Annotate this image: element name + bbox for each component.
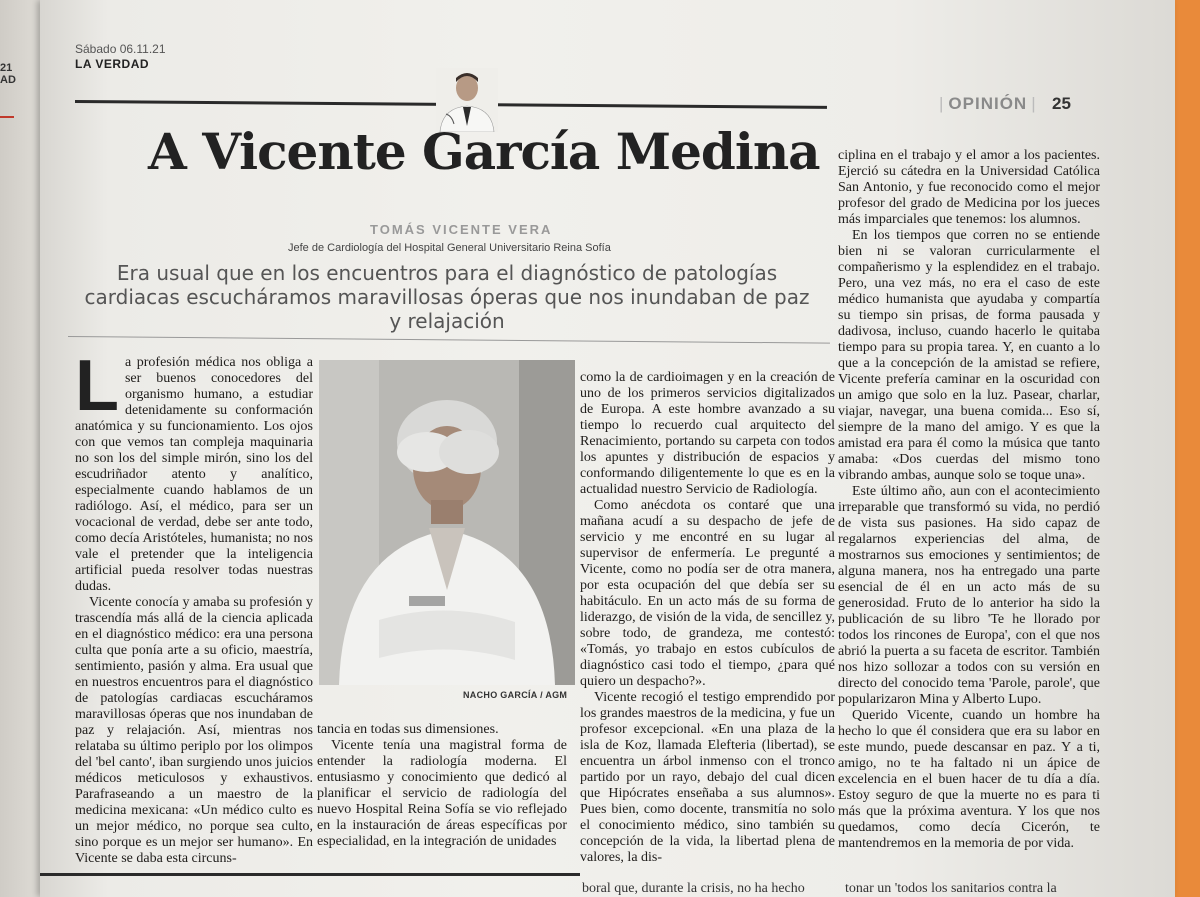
photo-credit: NACHO GARCÍA / AGM xyxy=(463,690,568,700)
article-author: TOMÁS VICENTE VERA xyxy=(370,222,553,237)
article-column-4 xyxy=(838,148,1100,888)
paragraph: Como anécdota os contaré que una mañana acudí a su despacho de jefe de servicio y me encontré en su lugar al supervisor de enfermería. Le pregunté a Vicente, como no podía ser de otra manera, por esta ocupación del que debía ser su habitáculo. En un acto más de su forma de liderazgo, de visión de la vida, de sencillez y, sobre todo, de grandeza, me contestó: «Tomás, yo trabajo en estos cubículos de diagnóstico casi todo el tiempo, ¿para qué quiero un despacho?». xyxy=(580,498,835,689)
paragraph: como la de cardioimagen y en la creación de uno de los primeros servicios digitalizados de Europa. A este hombre avanzado a su tiempo lo recuerdo cual arquitecto del Renacimiento, portando su carpeta con todos los apuntes y distribución de espacios y conformando diligentemente lo que es en la actualidad nuestro Servicio de Radiología. xyxy=(580,370,835,497)
footer-rule xyxy=(40,873,580,876)
paragraph-text: a profesión médica nos obliga a ser buenos conocedores del organismo humano, a estudiar detenidamente su conformación anatómica y su funcionamiento. Los ojos con que vemos tan compleja maquinaria no son los del simple mirón, sino los del escudriñador atento y analítico, especialmente cuando hablamos de un radiólogo. Así, el médico, para ser un vocacional de verdad, debe ser ante todo, como decía Aristóteles, humanista; no nos vale el pretender que la inteligencia artificial pueda resolver todas nuestras dudas. xyxy=(75,355,313,594)
article-column-1 xyxy=(75,346,313,866)
article-photo xyxy=(319,360,575,685)
paragraph: Este último año, aun con el acontecimiento irreparable que transformó su vida, no perdió de vista sus pasiones. Ha sido capaz de regalarnos experiencias del alma, de mostrarnos sus emociones y sentimientos; de alguna manera, nos ha entregado una parte esencial de él en un acto más de su generosidad. Fruto de lo anterior ha sido la publicación de su libro 'Te he llorado por todos los rincones de Europa', con el que nos abrió la puerta a su faceta de escritor. También nos hizo sollozar a todos con su versión en directo del conocido tema 'Parole, parole', que popularizaron Mina y Alberto Lupo. xyxy=(838,484,1100,707)
article-title: A Vicente García Medina xyxy=(148,122,820,181)
paragraph: Vicente conocía y amaba su profesión y trascendía más allá de la ciencia aplicada en el diagnóstico médico: era una persona culta que ponía arte a su oficio, maestría, sentimiento, pasión y alma. Era usual que en nuestros encuentros para el diagnóstico de patologías cardiacas escucháramos maravillosas óperas que nos inundaban de paz y relajación. Así, mientras nos relataba su último periplo por los olimpos del 'bel canto', iban surgiendo unos juicios médicos meticulosos y exhaustivos. Parafraseando a un maestro de la medicina mexicana: «Un médico culto es un mejor médico, no porque sea culto, sino porque es un mejor ser humano». En Vicente se daba esta circuns- xyxy=(75,595,313,866)
section-name: OPINIÓN xyxy=(948,94,1028,113)
adjacent-page-fragment: 21 AD xyxy=(0,62,16,86)
author-role: Jefe de Cardiología del Hospital General Universitario Reina Sofía xyxy=(288,242,611,254)
paragraph: tancia en todas sus dimensiones. xyxy=(317,722,499,737)
paragraph: Querido Vicente, cuando un hombre ha hecho lo que él considera que era su labor en este mundo, puede descansar en paz. Y a ti, amigo, no te ha faltado ni un ápice de excelencia en el buen hacer de tu día a día. Estoy seguro de que la muerte no es para ti más que la próxima aventura. Y los que nos quedamos, como decía Cicerón, te mantendremos en la memoria de por vida. xyxy=(838,708,1100,851)
adjacent-page-red-line xyxy=(0,116,14,118)
newspaper-name: LA VERDAD xyxy=(75,57,150,71)
page-number: 25 xyxy=(1052,94,1071,113)
article-deck: Era usual que en los encuentros para el diagnóstico de patologías cardiacas escucháramos maravillosas óperas que nos inundaban de paz y relajación xyxy=(84,261,810,333)
article-column-3 xyxy=(580,370,835,890)
issue-date: Sábado 06.11.21 xyxy=(75,42,166,56)
paragraph: Vicente tenía una magistral forma de entender la radiología moderna. El entusiasmo y conocimiento que dedicó al planificar el servicio de radiología del nuevo Hospital Reina Sofía se vio reflejado en la instauración de áreas específicas por especialidad, en la integración de unidades xyxy=(317,738,567,849)
drop-cap: L xyxy=(75,346,119,426)
paragraph: En los tiempos que corren no se entiende bien ni se valoran curricularmente el compañerismo y la esplendidez en el trabajo. Pero, una vez más, no era el caso de este médico humanista que ayudaba y compartía su tiempo sin prisas, de forma pausada y dadivosa, incluso, cuando hacerlo le quitaba tiempo para su propia tarea. Y, en cuanto a lo que a la concepción de la amistad se refiere, Vicente prefería caminar en la oscuridad con un amigo que solo en la luz. Pasear, charlar, viajar, navegar, una buena comida... Eso sí, siempre de la mano del amigo. Y es que la amistad era para él como la música que tanto amaba: «Dos cuerdas del mismo tono vibrando ambas, aunque solo se toque una». xyxy=(838,228,1100,483)
section-label: | OPINIÓN | xyxy=(939,94,1037,113)
paragraph: Vicente recogió el testigo emprendido por los grandes maestros de la medicina, y fue un profesor excepcional. «En una plaza de la isla de Koz, llamada Elefteria (libertad), se encuentra un árbol inmenso con el tronco partido por un rayo, debajo del cual dicen que Hipócrates enseñaba a sus alumnos». Pues bien, como docente, transmitía no solo el conocimiento médico, sino también su concepción de la vida, la libertad plena de valores, la dis- xyxy=(580,690,835,865)
next-article-fragment: tonar un 'todos los sanitarios contra la xyxy=(845,881,1057,896)
next-article-fragment: boral que, durante la crisis, no ha hecho xyxy=(582,881,805,896)
paragraph: ciplina en el trabajo y el amor a los pacientes. Ejerció su cátedra en la Universidad Católica San Antonio, y fue reconocido como el mejor profesor del grado de Medicina por los jueces más imparciales que tenemos: los alumnos. xyxy=(838,148,1100,227)
doctor-portrait-icon xyxy=(319,360,575,685)
paragraph xyxy=(75,346,313,595)
article-column-2 xyxy=(317,722,567,857)
